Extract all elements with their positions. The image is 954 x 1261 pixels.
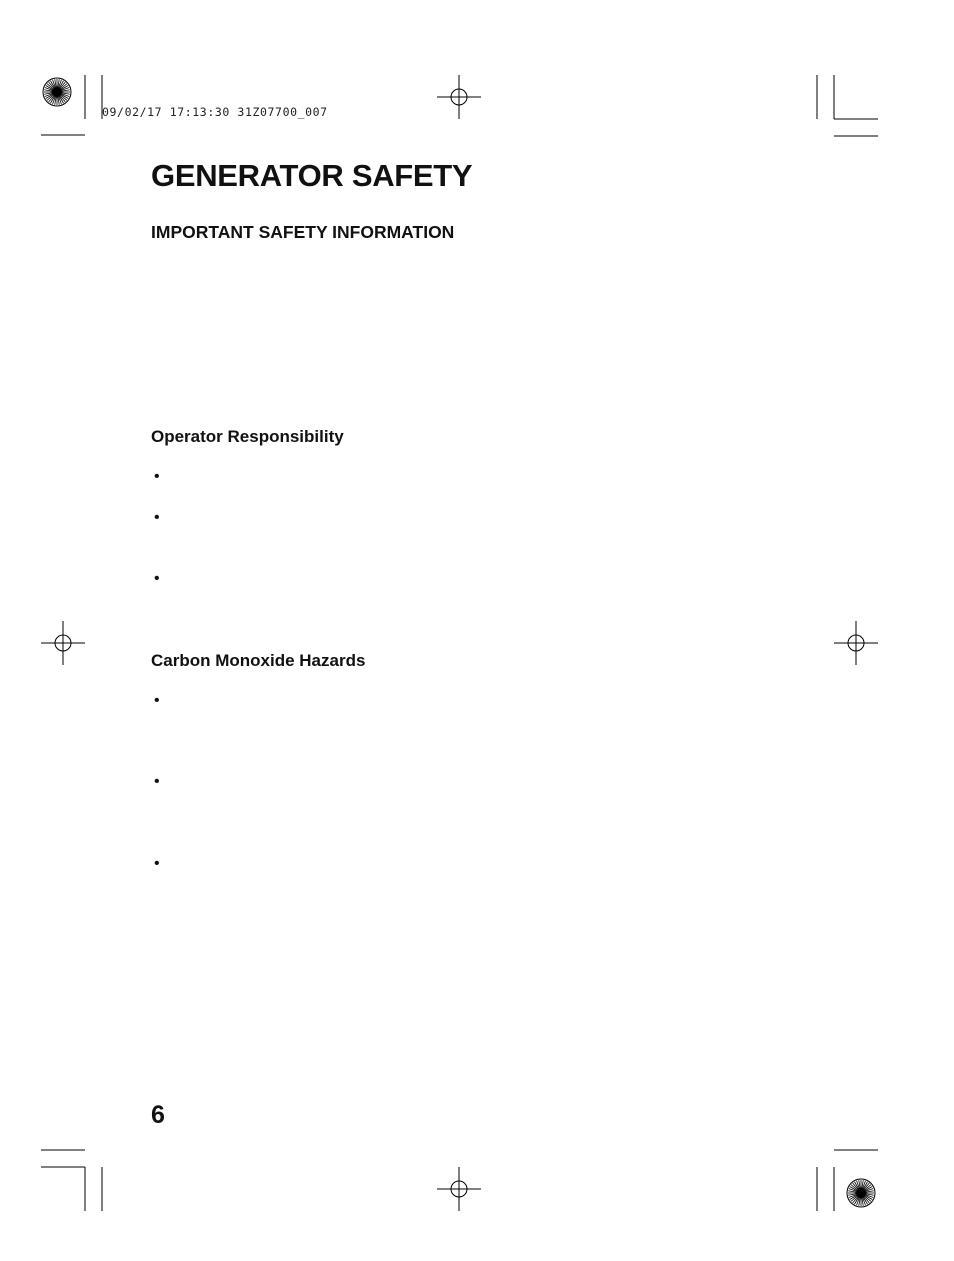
bullet-point: • (154, 570, 160, 587)
print-timestamp: 09/02/17 17:13:30 31Z07700_007 (102, 105, 328, 119)
page-number: 6 (151, 1101, 165, 1129)
bullet-point: • (154, 773, 160, 790)
page-title: GENERATOR SAFETY (151, 158, 473, 193)
registration-crosshair-left (41, 621, 85, 665)
subheading-operator-responsibility: Operator Responsibility (151, 427, 344, 446)
registration-crosshair-bottom (437, 1167, 481, 1211)
subheading-carbon-monoxide-hazards: Carbon Monoxide Hazards (151, 651, 366, 670)
bullet-point: • (154, 468, 160, 485)
star-target-top-left (43, 78, 71, 106)
star-target-bottom-right (847, 1179, 875, 1207)
bullet-point: • (154, 509, 160, 526)
bullet-point: • (154, 855, 160, 872)
bullet-point: • (154, 692, 160, 709)
registration-crosshair-top (437, 75, 481, 119)
registration-crosshair-right (834, 621, 878, 665)
section-heading-important-info: IMPORTANT SAFETY INFORMATION (151, 222, 455, 242)
